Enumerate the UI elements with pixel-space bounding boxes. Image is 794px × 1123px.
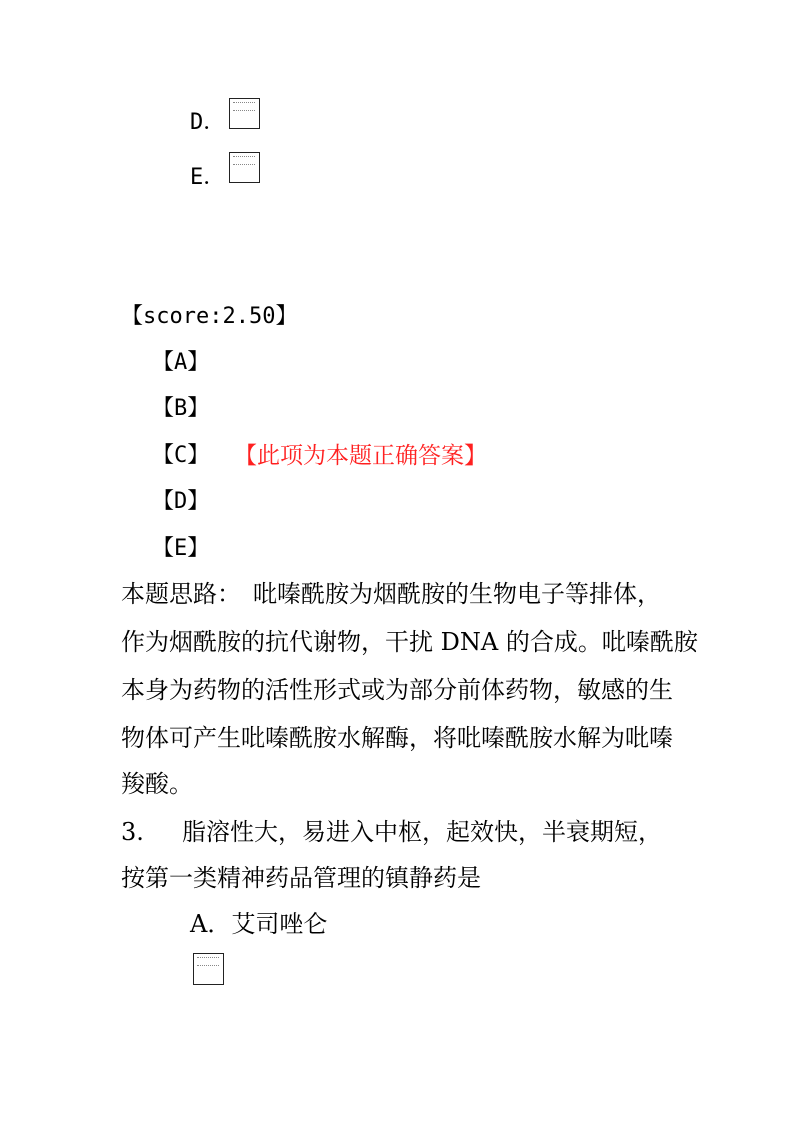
- answer-choice-a: 【A】: [152, 350, 210, 375]
- answer-choice-c: 【C】: [152, 443, 210, 468]
- option-e-image: [229, 152, 260, 183]
- question-text-line-1: 脂溶性大，易进入中枢，起效快，半衰期短，: [182, 818, 662, 846]
- explanation-line-1: 本题思路： 吡嗪酰胺为烟酰胺的生物电子等排体，: [121, 580, 661, 608]
- question-number: 3.: [121, 818, 144, 846]
- option-e-label: E．: [190, 165, 226, 190]
- option-a-image: [193, 953, 224, 985]
- option-a-text: A．艾司唑仑: [190, 910, 328, 938]
- answer-choice-d: 【D】: [152, 489, 210, 514]
- option-d-label: D．: [190, 110, 226, 135]
- explanation-line-2: 作为烟酰胺的抗代谢物，干扰 DNA 的合成。吡嗪酰胺: [121, 628, 698, 656]
- correct-answer-note: 【此项为本题正确答案】: [234, 443, 487, 469]
- answer-choice-b: 【B】: [152, 396, 210, 421]
- explanation-line-3: 本身为药物的活性形式或为部分前体药物，敏感的生: [121, 676, 673, 704]
- score-header: 【score:2.50】: [121, 304, 298, 329]
- question-text-line-2: 按第一类精神药品管理的镇静药是: [121, 864, 481, 892]
- explanation-line-4: 物体可产生吡嗪酰胺水解酶，将吡嗪酰胺水解为吡嗪: [121, 724, 673, 752]
- answer-choice-e: 【E】: [152, 536, 210, 561]
- explanation-line-5: 羧酸。: [121, 770, 193, 798]
- option-d-image: [229, 98, 260, 129]
